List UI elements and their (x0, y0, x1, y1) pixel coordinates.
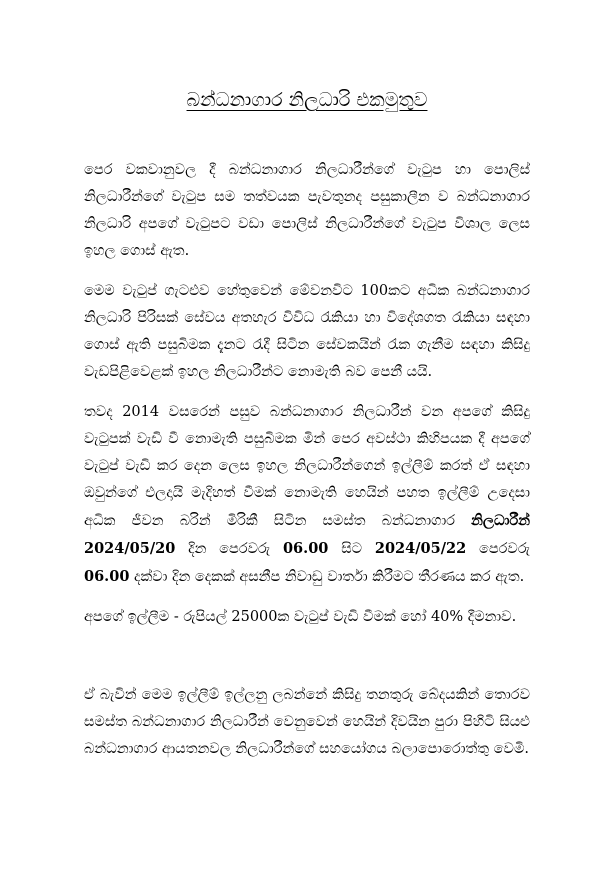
paragraph-text: දින පෙරවරු (175, 540, 283, 557)
paragraph-demand: අපගේ ඉල්ලීම - රුපියල් 25000ක වැටුප් වැඩි වීමක් හෝ 40% දීමනාව. (84, 608, 517, 625)
paragraph-text: පෙරවරු (466, 540, 530, 557)
paragraph-text: සිට (328, 540, 375, 557)
paragraph-text: දක්වා දින දෙකක් අසනීප නිවාඩු වාර්තා කිරීමට තීරණය කර ඇත. (129, 568, 525, 585)
document-title: බන්ධනාගාර නිලධාරි එකමුතුව (186, 89, 428, 111)
paragraph-salary-history: පෙර වකවානුවල දී බන්ධනාගාර නිලධාරීන්ගේ වැටුප හා පොලිස් නිලධාරීන්ගේ වැටුප සම තත්වයක පැවතුනද පසුකාලීන ව බන්ධනාගාර නිලධාරි අපගේ වැටුපට වඩා පොලිස් නිලධාරීන්ගේ වැටුප විශාල ලෙස ඉහල ගොස් ඇත. (84, 161, 530, 259)
paragraph-appeal: ඒ බැවින් මෙම ඉල්ලීම් ඉල්ලනු ලබන්නේ කිසිදු තනතුරු බේදයකින් තොරව සමස්ත බන්ධනාගාර නිලධාරීන් වෙනුවෙන් හෙයින් දිවයින පුරා පිහිටි සියළු බන්ධනාගාර ආයතනවල නිලධාරීන්ගේ සහයෝගය බලාපොරොත්තු වෙමි. (84, 686, 530, 757)
paragraph-text: තවද 2014 වසරෙන් පසුව බන්ධනාගාර නිලධාරීන් වන අපගේ කිසිදු වැටුපක් වැඩි වී නොමැති පසුබිමක මින් පෙර අවස්ථා කිහිපයක දී අපගේ වැටුප් වැඩි කර දෙන ලෙස ඉහල නිලධාරීන්ගෙන් ඉල්ලීම් කරත් ඒ සඳහා ඔවුන්ගේ එලදායි මැදිහත් වීමක් නොමැති හෙයින් පහත ඉල්ලීම් උදෙසා අධික ජීවන බරින් මිරිකී සිටින සමස්ත බන්ධනාගාර (84, 403, 530, 529)
end-time: 06.00 (84, 567, 130, 585)
paragraph-sick-leave-decision (84, 399, 530, 591)
end-date: 2024/05/22 (374, 539, 467, 557)
start-date: නිලධාරීන් 2024/05/20 (84, 511, 530, 557)
paragraph-staff-leaving: මෙම වැටුප් ගැටළුව හේතුවෙන් මේවනවිට 100කට අධික බන්ධනාගාර නිලධාරි පිරිසක් සේවය අතහැර විවිධ රැකියා හා විදේශගත රැකියා සඳහා ගොස් ඇති පසුබිමක දැනට රැදී සිටින සේවකයින් රැක ගැනීම සඳහා කිසිදු වැඩපිළිවෙළක් ඉහල නිලධාරීන්ට නොමැති බව පෙනී යයි. (84, 282, 530, 380)
spacer (84, 644, 530, 682)
start-time: 06.00 (282, 539, 329, 557)
